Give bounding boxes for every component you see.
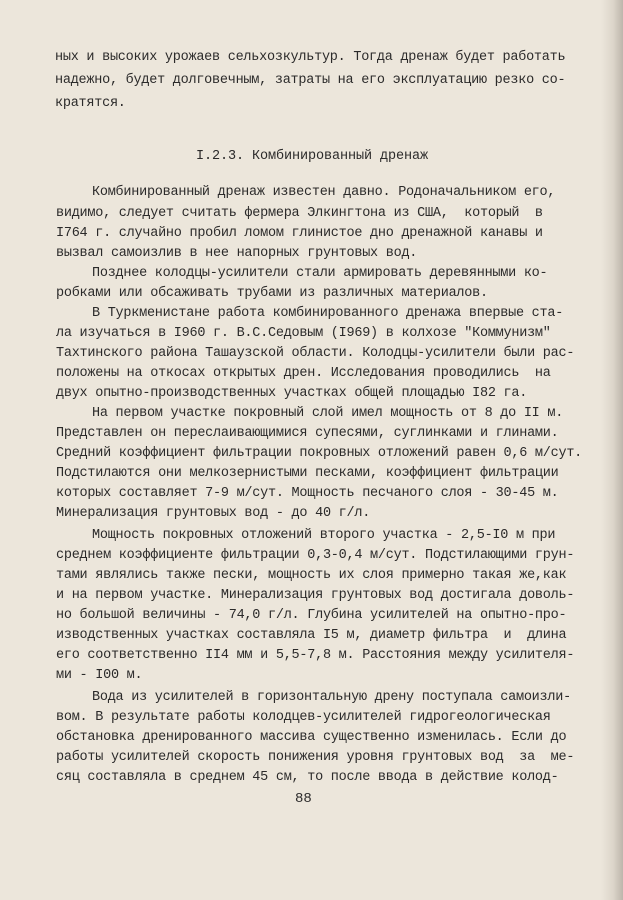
text-line: Представлен он переслаивающимися супесями, суглинками и глинами. [56,426,559,441]
text-line: ла изучаться в I960 г. В.С.Седовым (I969) в колхозе "Коммунизм" [56,326,551,341]
text-line: I764 г. случайно пробил ломом глинистое дно дренажной канавы и [56,226,543,241]
text-line: ных и высоких урожаев сельхозкультур. Тогда дренаж будет работать [55,50,566,65]
section-heading: I.2.3. Комбинированный дренаж [196,149,429,164]
text-line: Вода из усилителей в горизонтальную дрену поступала самоизли- [92,690,571,705]
page-edge-shadow [601,0,623,900]
text-line: его соответственно II4 мм и 5,5-7,8 м. Расстояния между усилителя- [56,648,575,663]
text-line: положены на откосах открытых дрен. Исследования проводились на [56,366,551,381]
page-number: 88 [295,791,312,807]
text-line: видимо, следует считать фермера Элкингтона из США, который в [56,206,543,221]
text-line: Минерализация грунтовых вод - до 40 г/л. [56,506,371,521]
text-line: ми - I00 м. [56,668,143,683]
text-line: двух опытно-производственных участках общей площадью I82 га. [56,386,528,401]
text-line: которых составляет 7-9 м/сут. Мощность песчаного слоя - 30-45 м. [56,486,559,501]
text-line: В Туркменистане работа комбинированного дренажа впервые ста- [92,306,564,321]
text-line: надежно, будет долговечным, затраты на его эксплуатацию резко со- [55,73,566,88]
text-line: вом. В результате работы колодцев-усилителей гидрогеологическая [56,710,551,725]
text-line: Подстилаются они мелкозернистыми песками, коэффициент фильтрации [56,466,559,481]
text-line: Комбинированный дренаж известен давно. Родоначальником его, [92,185,556,200]
text-line: работы усилителей скорость понижения уровня грунтовых вод за ме- [56,750,575,765]
text-line: тами являлись также пески, мощность их слоя примерно такая же,как [56,568,567,583]
text-line: и на первом участке. Минерализация грунтовых вод достигала доволь- [56,588,575,603]
text-line: На первом участке покровный слой имел мощность от 8 до II м. [92,406,564,421]
text-line: но большой величины - 74,0 г/л. Глубина усилителей на опытно-про- [56,608,567,623]
text-line: сяц составляла в среднем 45 см, то после ввода в действие колод- [56,770,559,785]
text-line: среднем коэффициенте фильтрации 0,3-0,4 м/сут. Подстилающими грун- [56,548,575,563]
text-line: кратятся. [55,96,126,111]
text-line: Тахтинского района Ташаузской области. Колодцы-усилители были рас- [56,346,575,361]
text-line: обстановка дренированного массива существенно изменилась. Если до [56,730,567,745]
text-line: Мощность покровных отложений второго участка - 2,5-I0 м при [92,528,556,543]
text-line: вызвал самоизлив в нее напорных грунтовых вод. [56,246,418,261]
text-line: изводственных участках составляла I5 м, диаметр фильтра и длина [56,628,567,643]
text-line: Средний коэффициент фильтрации покровных отложений равен 0,6 м/сут. [56,446,583,461]
text-line: робками или обсаживать трубами из различных материалов. [56,286,488,301]
text-line: Позднее колодцы-усилители стали армировать деревянными ко- [92,266,548,281]
